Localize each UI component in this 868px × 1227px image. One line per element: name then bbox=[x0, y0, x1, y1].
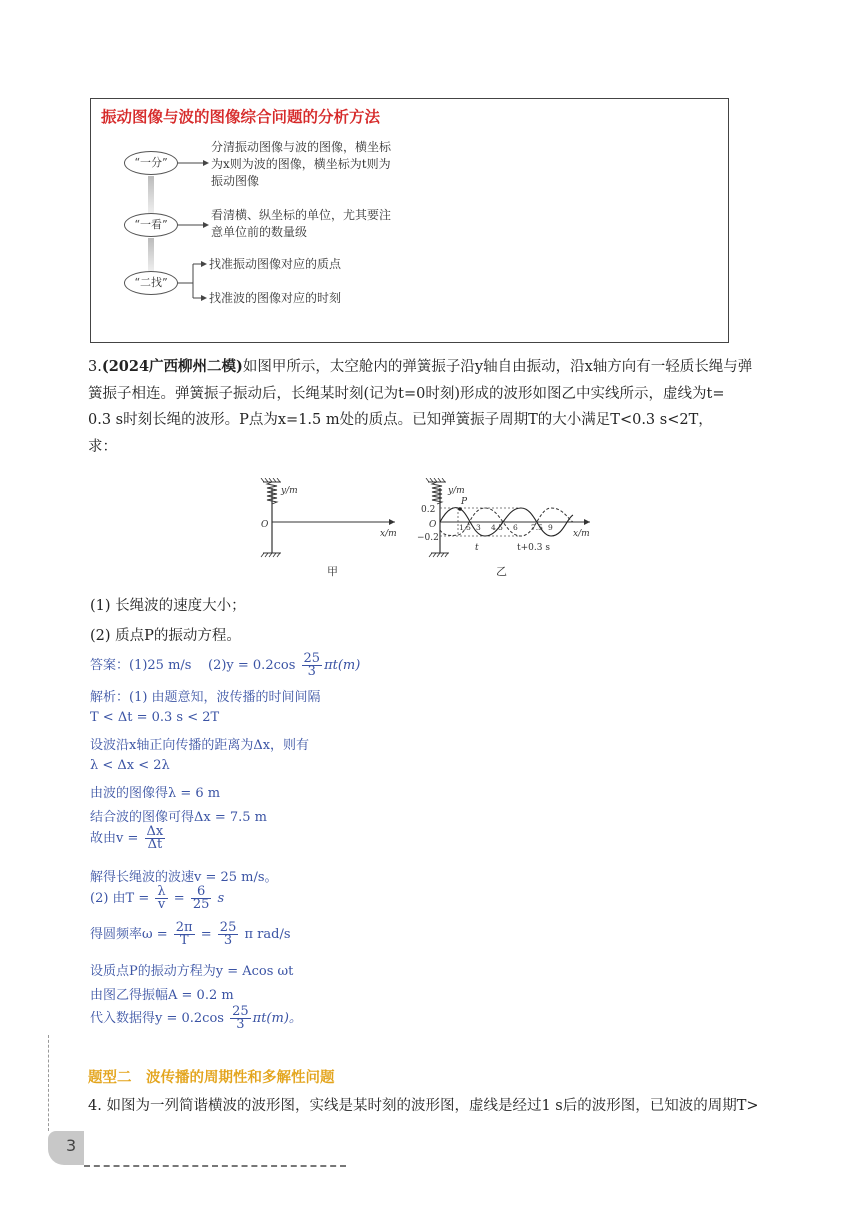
unit: s bbox=[217, 891, 225, 906]
solution-line-8: 解得长绳波的波速v = 25 m/s。 bbox=[90, 870, 278, 885]
section-title: 题型二 波传播的周期性和多解性问题 bbox=[88, 1070, 335, 1086]
answer-part-1: 答案：(1)25 m/s bbox=[90, 658, 192, 673]
solution-text: πt(m)。 bbox=[252, 1011, 302, 1026]
question-3-figure bbox=[255, 478, 605, 583]
answer-part-2: (2)y = 0.2cos bbox=[208, 658, 296, 673]
page-number: 3 bbox=[66, 1136, 77, 1155]
solution-line-13 bbox=[90, 1006, 302, 1031]
answer-fraction bbox=[302, 653, 323, 678]
answer-line bbox=[90, 653, 360, 678]
note-line: 分清振动图像与波的图像，横坐标 bbox=[211, 140, 392, 154]
step-note-1 bbox=[211, 139, 391, 190]
omega-fraction-1 bbox=[174, 922, 195, 947]
jia-x-axis-label: x/m bbox=[380, 529, 397, 539]
fraction-denominator: v bbox=[157, 897, 166, 912]
period-fraction-1 bbox=[155, 886, 167, 911]
jia-caption: 甲 bbox=[327, 565, 338, 578]
omega-fraction-2 bbox=[218, 922, 239, 947]
fraction-numerator: 25 bbox=[219, 920, 237, 935]
solution-line-2: T < Δt = 0.3 s < 2T bbox=[90, 710, 220, 725]
margin-dashed-line bbox=[48, 1035, 49, 1131]
method-arrows bbox=[91, 99, 730, 344]
solution-line-9 bbox=[90, 886, 224, 911]
yi-label-t: t bbox=[475, 543, 479, 553]
question-number: 3. bbox=[88, 359, 102, 375]
question-3-text bbox=[88, 354, 808, 460]
yi-label-t-plus: t+0.3 s bbox=[517, 543, 550, 553]
equals-sign: = bbox=[200, 927, 212, 942]
note-line: 为x则为波的图像，横坐标为t则为 bbox=[211, 157, 391, 171]
fraction-denominator: T bbox=[179, 933, 189, 948]
step-oval-2: “一看” bbox=[124, 213, 178, 237]
yi-point-p: P bbox=[461, 497, 468, 507]
solution-text: 故由v = bbox=[90, 831, 139, 846]
step-oval-1: “一分” bbox=[124, 151, 178, 175]
fraction-numerator: 25 bbox=[303, 651, 321, 666]
fraction-denominator: Δt bbox=[147, 837, 163, 852]
question-4-text: 4. 如图为一列简谐横波的波形图，实线是某时刻的波形图，虚线是经过1 s后的波形图，已知波的周期T> bbox=[88, 1098, 759, 1114]
yi-tick-label: 4.5 bbox=[491, 523, 503, 532]
sub-question-1: (1) 长绳波的速度大小； bbox=[90, 598, 246, 614]
solution-line-11: 设质点P的振动方程为y = Acos ωt bbox=[90, 964, 294, 979]
fraction-numerator: λ bbox=[157, 884, 166, 899]
solution-line-10 bbox=[90, 922, 291, 947]
fraction-denominator: 3 bbox=[223, 933, 233, 948]
step-note-3a: 找准振动图像对应的质点 bbox=[209, 257, 342, 271]
fraction-denominator: 25 bbox=[192, 897, 210, 912]
yi-y-top: 0.2 bbox=[421, 505, 436, 515]
solution-text: 代入数据得y = 0.2cos bbox=[90, 1011, 224, 1026]
method-box-title: 振动图像与波的图像综合问题的分析方法 bbox=[101, 108, 381, 126]
yi-y-bottom: −0.2 bbox=[417, 533, 439, 543]
question-source: (2024广西柳州二模) bbox=[101, 358, 243, 375]
question-3-line-3: 0.3 s时刻长绳的波形。P点为x=1.5 m处的质点。已知弹簧振子周期T的大小满足T<0.3 s<2T， bbox=[88, 412, 713, 428]
solution-line-3: 设波沿x轴正向传播的距离为Δx，则有 bbox=[90, 738, 310, 753]
method-box bbox=[90, 98, 729, 343]
question-3-line-2: 簧振子相连。弹簧振子振动后，长绳某时刻(记为t=0时刻)形成的波形如图乙中实线所示，虚线为t= bbox=[88, 385, 725, 402]
velocity-fraction bbox=[145, 826, 166, 851]
solution-line-4: λ < Δx < 2λ bbox=[90, 758, 170, 773]
note-line: 振动图像 bbox=[211, 174, 260, 188]
fraction-denominator: 3 bbox=[307, 664, 316, 679]
note-line: 看清横、纵坐标的单位，尤其要注 bbox=[211, 208, 392, 222]
yi-y-axis-label: y/m bbox=[448, 486, 465, 496]
period-fraction-2 bbox=[191, 886, 212, 911]
figure-jia bbox=[261, 478, 397, 578]
answer-part-3: πt(m) bbox=[324, 658, 361, 673]
solution-line-6: 结合波的图像可得Δx = 7.5 m bbox=[90, 810, 268, 825]
note-line: 意单位前的数量级 bbox=[211, 225, 308, 239]
yi-tick-label: 9 bbox=[548, 523, 553, 532]
question-3-line-4: 求： bbox=[88, 438, 117, 455]
sub-question-2: (2) 质点P的振动方程。 bbox=[90, 628, 241, 644]
yi-tick-label: 1.5 bbox=[459, 523, 471, 532]
fraction-numerator: Δx bbox=[146, 824, 164, 839]
unit: π rad/s bbox=[244, 927, 291, 942]
yi-x-axis-label: x/m bbox=[573, 529, 590, 539]
solution-line-5: 由波的图像得λ = 6 m bbox=[90, 786, 221, 801]
solution-text: (2) 由T = bbox=[90, 891, 150, 906]
step-note-3b: 找准波的图像对应的时刻 bbox=[209, 291, 342, 305]
step-note-2 bbox=[211, 207, 391, 241]
figure-yi bbox=[417, 478, 590, 578]
fraction-numerator: 2π bbox=[175, 920, 193, 935]
yi-tick-label: 6 bbox=[513, 523, 518, 532]
yi-origin-label: O bbox=[429, 520, 437, 530]
solution-line-1: 解析：(1) 由题意知，波传播的时间间隔 bbox=[90, 690, 321, 705]
solution-text: 得圆频率ω = bbox=[90, 927, 168, 942]
solution-line-12: 由图乙得振幅A = 0.2 m bbox=[90, 988, 234, 1003]
question-text: 如图甲所示，太空舱内的弹簧振子沿y轴自由振动，沿x轴方向有一轻质长绳与弹 bbox=[242, 359, 753, 375]
fraction-numerator: 6 bbox=[191, 886, 212, 899]
fraction-numerator: 25 bbox=[232, 1004, 249, 1019]
yi-caption: 乙 bbox=[496, 565, 507, 578]
footer-dashed-line bbox=[84, 1165, 346, 1167]
solution-line-7 bbox=[90, 826, 167, 851]
fraction-denominator: 3 bbox=[236, 1017, 245, 1032]
yi-tick-label: 3 bbox=[476, 523, 481, 532]
jia-origin-label: O bbox=[261, 520, 269, 530]
question-3-line-1 bbox=[88, 354, 808, 381]
yi-tick-label: 7.5 bbox=[531, 523, 543, 532]
equals-sign: = bbox=[173, 891, 185, 906]
jia-y-axis-label: y/m bbox=[281, 486, 298, 496]
step-oval-3: “二找” bbox=[124, 271, 178, 295]
final-fraction bbox=[230, 1006, 251, 1031]
